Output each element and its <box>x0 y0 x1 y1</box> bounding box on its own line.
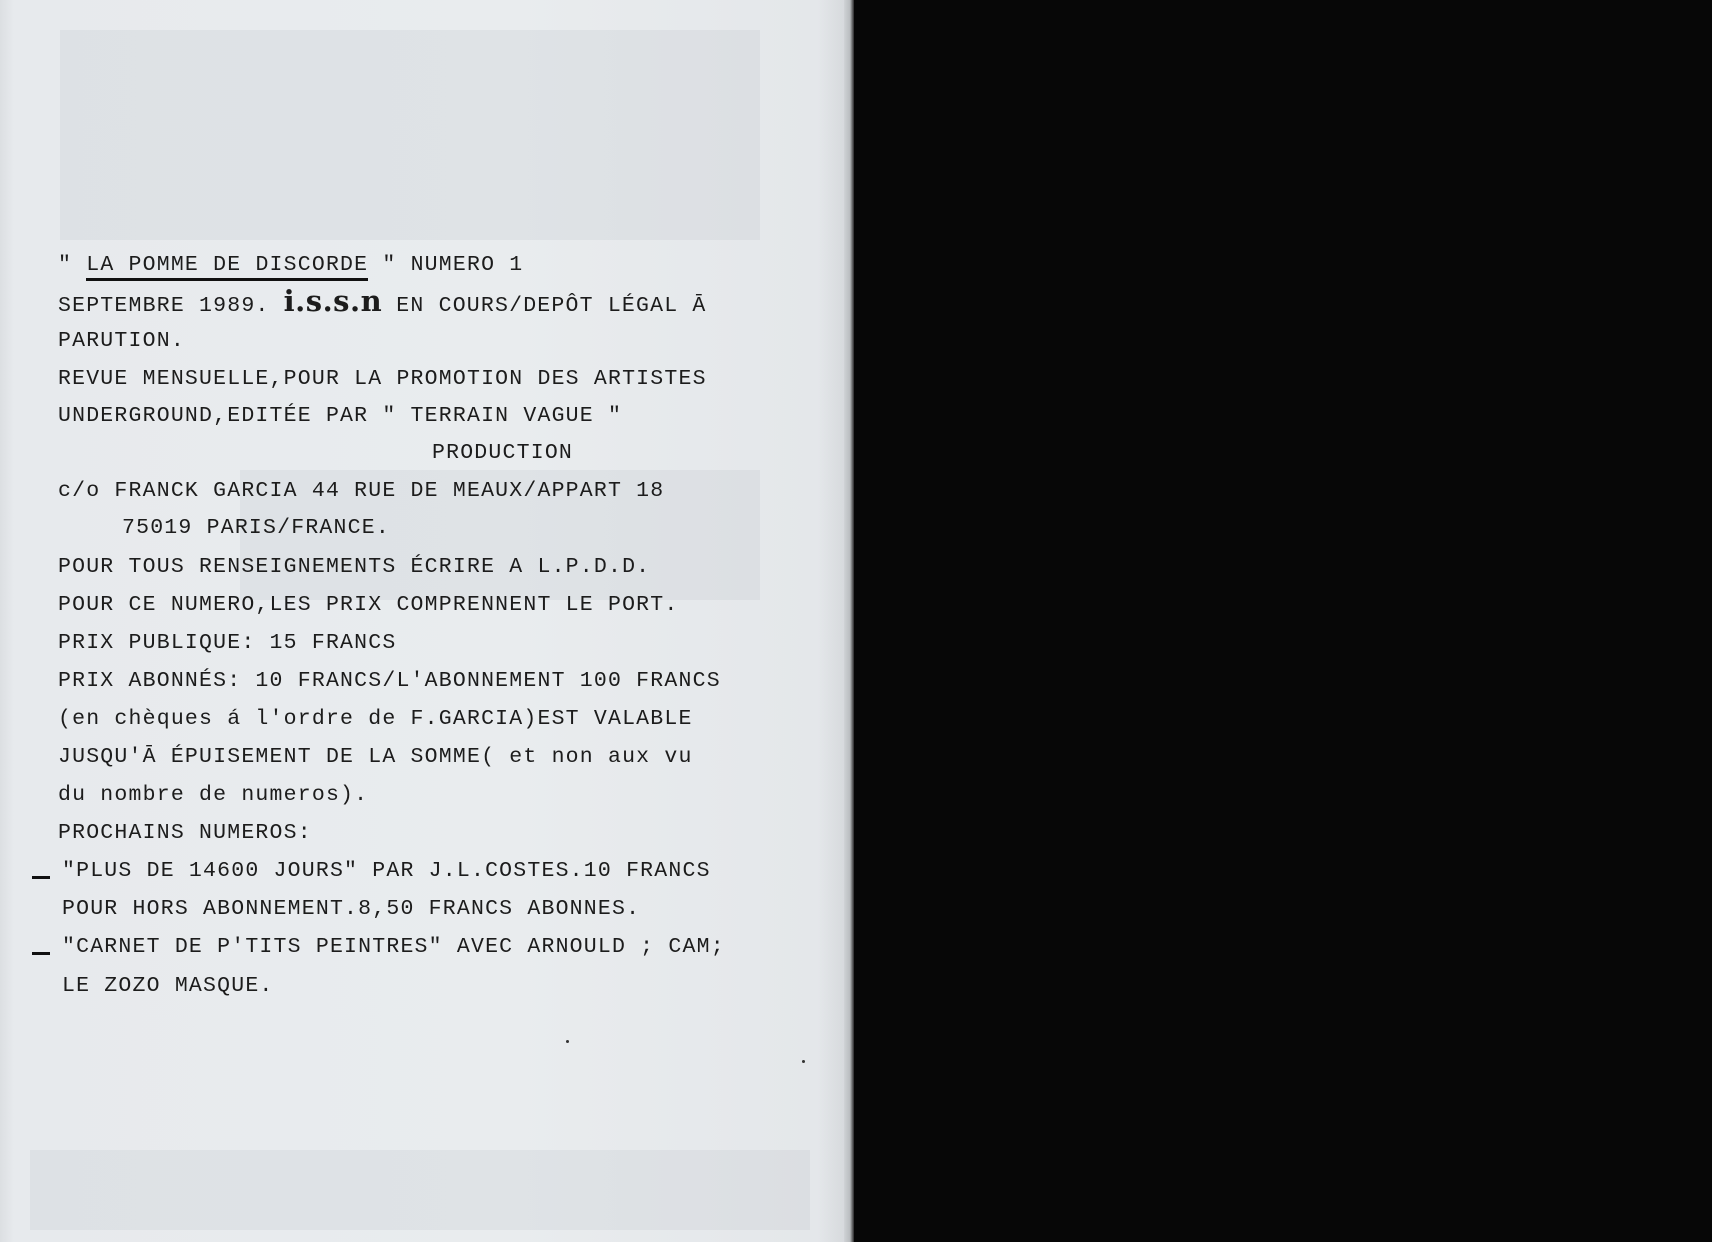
list-item-continuation: POUR HORS ABONNEMENT.8,50 FRANCS ABONNES. <box>62 897 641 921</box>
bullet-dash <box>32 952 50 955</box>
bleed-through-block <box>30 1150 810 1230</box>
bullet-dash <box>32 876 50 879</box>
text-line: POUR TOUS RENSEIGNEMENTS ÉCRIRE A L.P.D.D. <box>58 555 651 579</box>
text-line: (en chèques á l'ordre de F.GARCIA)EST VALABLE <box>58 707 693 731</box>
price-line: PRIX PUBLIQUE: 15 FRANCS <box>58 631 397 655</box>
paper-speck <box>566 1040 569 1043</box>
issn-label: i.s.s.n <box>283 284 383 318</box>
facing-black-page <box>854 0 1712 1242</box>
section-heading: PROCHAINS NUMEROS: <box>58 821 312 845</box>
text-line: POUR CE NUMERO,LES PRIX COMPRENNENT LE PORT. <box>58 593 679 617</box>
address-line: 75019 PARIS/FRANCE. <box>122 516 390 540</box>
magazine-title: LA POMME DE DISCORDE <box>86 253 368 281</box>
header-line: " LA POMME DE DISCORDE " NUMERO 1 <box>58 253 523 277</box>
text-line: REVUE MENSUELLE,POUR LA PROMOTION DES ARTISTES <box>58 367 707 391</box>
text-line: PARUTION. <box>58 329 185 353</box>
text-line: PRODUCTION <box>432 441 574 465</box>
address-line: c/o FRANCK GARCIA 44 RUE DE MEAUX/APPART 18 <box>58 479 665 503</box>
text-line: JUSQU'Ā ÉPUISEMENT DE LA SOMME( et non aux vu <box>58 745 693 769</box>
text-line: du nombre de numeros). <box>58 783 369 807</box>
date-line: SEPTEMBRE 1989. i.s.s.n EN COURS/DEPÔT LÉGAL Ā <box>58 284 707 318</box>
list-item: "PLUS DE 14600 JOURS" PAR J.L.COSTES.10 FRANCS <box>62 859 711 883</box>
document-page <box>0 0 852 1242</box>
bleed-through-block <box>60 30 760 240</box>
paper-speck <box>802 1060 805 1063</box>
page-edge <box>844 0 854 1242</box>
text-line: UNDERGROUND,EDITÉE PAR " TERRAIN VAGUE " <box>58 404 623 428</box>
price-line: PRIX ABONNÉS: 10 FRANCS/L'ABONNEMENT 100 FRANCS <box>58 669 721 693</box>
list-item: "CARNET DE P'TITS PEINTRES" AVEC ARNOULD ; CAM; <box>62 935 725 959</box>
list-item-continuation: LE ZOZO MASQUE. <box>62 974 274 998</box>
